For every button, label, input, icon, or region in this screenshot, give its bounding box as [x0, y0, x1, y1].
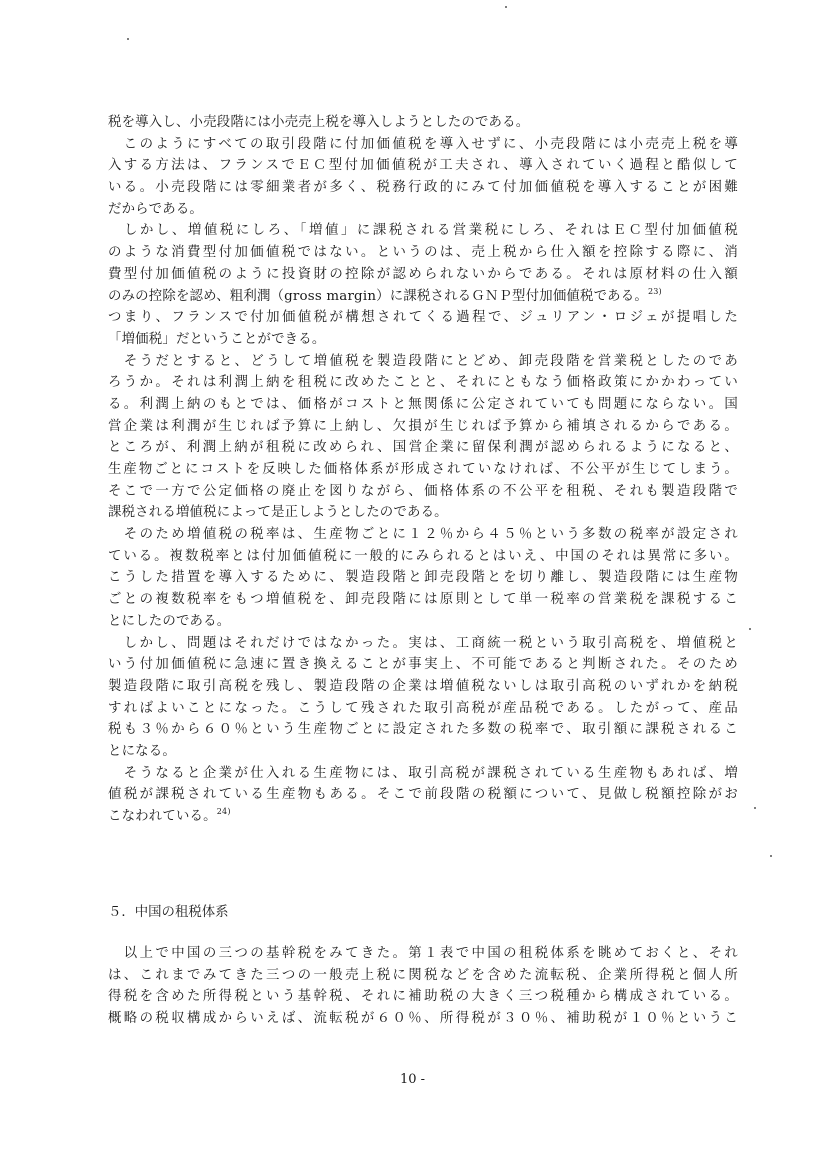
text-line: そうなると企業が仕入れる生産物には、取引高税が課税されている生産物もあれば、増 — [108, 765, 738, 781]
scan-speck — [505, 6, 507, 8]
text-line-with-footnote — [108, 806, 738, 828]
text-line: つまり、フランスで付加価値税が構想されてくる過程で、ジュリアン・ロジェが提唱した — [108, 310, 738, 326]
text-line: そのため増値税の税率は、生産物ごとに１２％から４５％という多数の税率が設定され — [108, 527, 738, 543]
text-line: 概略の税収構成からいえば、流転税が６０％、所得税が３０％、補助税が１０％というこ — [108, 1011, 738, 1027]
text-line: 営企業は利潤が生じれば予算に上納し、欠損が生じれば予算から補填されるからである。 — [108, 418, 738, 434]
text-line: だからである。 — [108, 201, 203, 217]
page-number: 10 - — [400, 1072, 426, 1087]
text-line: このようにすべての取引段階に付加価値税を導入せずに、小売段階には小売売上税を導 — [108, 136, 738, 152]
text-line: とになる。 — [108, 743, 176, 759]
text-line: こなわれている。 — [108, 809, 217, 824]
text-line: 以上で中国の三つの基幹税をみてきた。第１表で中国の租税体系を眺めておくと、それ — [108, 946, 738, 961]
body-text — [108, 112, 738, 828]
text-line: こうした措置を導入するために、製造段階と卸売段階とを切り離し、製造段階には生産物 — [108, 570, 738, 586]
text-line: 生産物ごとにコストを反映した価格体系が形成されていなければ、不公平が生じてしまう。 — [108, 462, 738, 477]
text-line: 「増価税」だということができる。 — [108, 331, 326, 347]
section-heading: ５．中国の租税体系 — [108, 905, 229, 920]
text-line: そうだとすると、どうして増値税を製造段階にとどめ、卸売段階を営業税としたのであ — [108, 353, 738, 369]
scan-speck — [749, 628, 751, 630]
footnote-ref: 23) — [647, 286, 662, 296]
text-line: 税を導入し、小売段階には小売売上税を導入しようとしたのである。 — [108, 115, 530, 130]
text-line: ごとの複数税率をもつ増値税を、卸売段階には原則として単一税率の営業税を課税するこ — [108, 592, 738, 608]
text-line: ろうか。それは利潤上納を租税に改めたことと、それにともなう価格政策にかかわってい — [108, 375, 738, 391]
scan-speck — [127, 38, 129, 40]
text-line: 得税を含めた所得税という基幹税、それに補助税の大きく三つ税種から構成されている。 — [108, 989, 738, 1005]
text-line: しかし、増値税にしろ、「増値」に課税される営業税にしろ、それはＥＣ型付加価値税 — [108, 223, 738, 239]
text-line: 製造段階に取引高税を残し、製造段階の企業は増値税ないしは取引高税のいずれかを納税 — [108, 678, 738, 694]
text-line: いる。小売段階には零細業者が多く、税務行政的にみて付加価値税を導入することが困難 — [108, 180, 738, 196]
text-line-with-footnote — [108, 286, 738, 308]
section-body — [108, 943, 738, 1030]
scan-speck — [770, 855, 772, 857]
text-line: ている。複数税率とは付加価値税に一般的にみられるとはいえ、中国のそれは異常に多い。 — [108, 548, 738, 564]
text-line: 入する方法は、フランスでＥＣ型付加価値税が工夫され、導入されていく過程と酷似して — [108, 158, 738, 174]
text-line: のような消費型付加価値税ではない。というのは、売上税から仕入額を控除する際に、消 — [108, 245, 738, 261]
text-line: ところが、利潤上納が租税に改められ、国営企業に留保利潤が認められるようになると、 — [108, 440, 738, 456]
text-line: 課税される増値税によって是正しようとしたのである。 — [108, 505, 448, 521]
text-line: 費型付加価値税のように投資財の控除が認められないからである。それは原材料の仕入額 — [108, 266, 738, 282]
text-line: すればよいことになった。こうして残された取引高税が産品税である。したがって、産品 — [108, 700, 738, 716]
text-line: そこで一方で公定価格の廃止を図りながら、価格体系の不公平を租税、それも製造段階で — [108, 483, 738, 499]
text-line: とにしたのである。 — [108, 613, 231, 629]
text-line: 税も３％から６０％という生産物ごとに設定された多数の税率で、取引額に課税されるこ — [108, 722, 738, 738]
text-line: いう付加価値税に急速に置き換えることが事実上、不可能であると判断された。そのため — [108, 657, 738, 673]
text-line: 値税が課税されている生産物もある。そこで前段階の税額について、見做し税額控除がお — [108, 787, 738, 803]
text-line: る。利潤上納のもとでは、価格がコストと無関係に公定されていても問題にならない。国 — [108, 396, 738, 412]
scan-speck — [754, 807, 756, 809]
text-line: のみの控除を認め、粗利潤（gross margin）に課税されるＧＮＰ型付加価値税である。 — [108, 288, 648, 304]
text-line: しかし、問題はそれだけではなかった。実は、工商統一税という取引高税を、増値税と — [108, 635, 738, 651]
footnote-ref: 24) — [216, 807, 231, 816]
text-line: は、これまでみてきた三つの一般売上税に関税などを含めた流転税、企業所得税と個人所 — [108, 967, 738, 983]
